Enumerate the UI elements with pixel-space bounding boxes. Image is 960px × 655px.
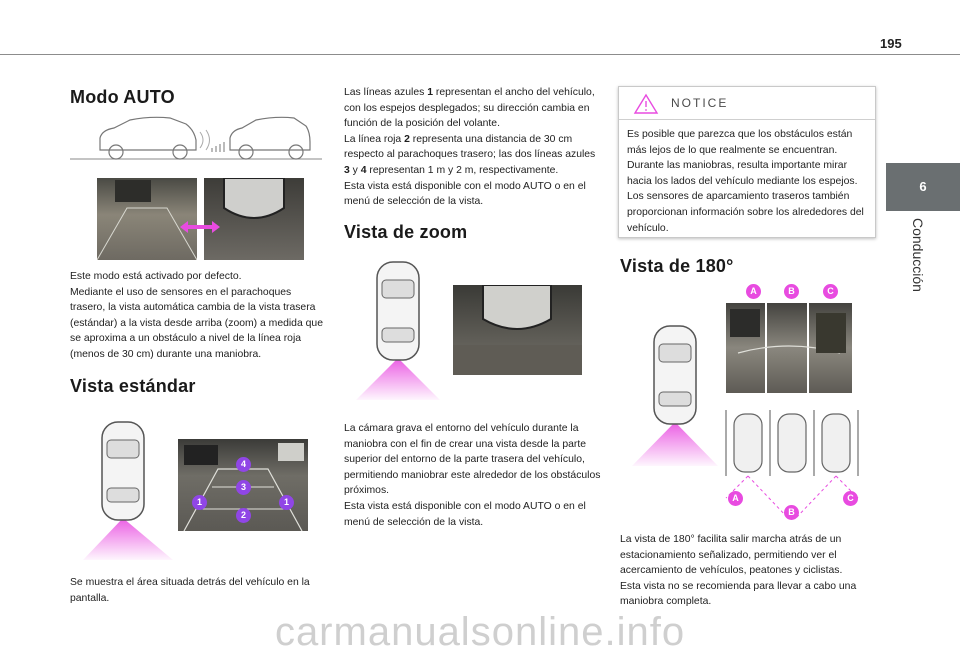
badge-1-left: 1 — [192, 495, 207, 510]
view-180-paragraph — [620, 532, 876, 610]
view-180-photo — [726, 303, 852, 393]
notice-text: Es posible que parezca que los obstáculos están más lejos de lo que realmente se encuentran. Durante las maniobras, resulta importante mirar hacia los lados del vehículo mediante los espejos. Los sensores de aparcamiento traseros también proporcionan información sobre los alrededores del vehículo. — [627, 129, 864, 234]
badge-a-top: A — [746, 284, 761, 299]
lines-paragraph — [344, 85, 602, 210]
badge-c-top: C — [823, 284, 838, 299]
lines-text-3: Esta vista está disponible con el modo AUTO o en el menú de selección de la vista. — [344, 180, 586, 208]
auto-mode-car-illustration — [70, 112, 322, 162]
view-180-text-1: La vista de 180° facilita salir marcha atrás de un estacionamiento señalizado, permitiendo ver el acercamiento de vehículos, peatones y ciclistas. — [620, 534, 843, 577]
switch-arrow-icon — [178, 220, 222, 234]
top-camera-photo — [204, 178, 304, 260]
badge-3: 3 — [236, 480, 251, 495]
rear-camera-photo — [97, 178, 197, 260]
zoom-paragraph — [344, 421, 602, 530]
section-title-zoom: Vista de zoom — [344, 222, 468, 242]
badge-c-bottom: C — [843, 491, 858, 506]
page-number: 195 — [880, 36, 902, 51]
chapter-tab[interactable] — [886, 163, 960, 211]
watermark-text: carmanualsonline.info — [274, 610, 686, 654]
zoom-view-car-diagram — [354, 258, 458, 406]
section-title-standard: Vista estándar — [70, 376, 196, 396]
lines-text-2c: representa una distancia de 30 cm respecto al parachoques trasero; las dos líneas azules — [344, 133, 596, 161]
lines-text-2e: y — [349, 164, 361, 176]
badge-a-bottom: A — [728, 491, 743, 506]
section-title-auto: Modo AUTO — [70, 87, 175, 107]
warning-icon — [633, 93, 659, 115]
chapter-number: 6 — [919, 179, 927, 194]
badge-2: 2 — [236, 508, 251, 523]
chapter-label: Conducción — [910, 218, 926, 292]
lines-ref-2: 2 — [404, 133, 410, 145]
lines-text-2g: representan 1 m y 2 m, respectivamente. — [366, 164, 559, 176]
notice-title: NOTICE — [671, 96, 729, 110]
standard-text-1: Se muestra el área situada detrás del vehículo en la pantalla. — [70, 577, 310, 604]
badge-b-top: B — [784, 284, 799, 299]
zoom-text-1: La cámara grava el entorno del vehículo durante la maniobra con el fin de crear una vista desde la parte superior del entorno de la parte trasera del vehículo, permitiendo maniobrar este alrededor de los obstáculos próximos. — [344, 423, 601, 497]
lines-text-2a: La línea roja — [344, 133, 405, 145]
lines-ref-1: 1 — [427, 87, 433, 98]
zoom-view-photo — [453, 285, 582, 375]
badge-b-bottom: B — [784, 505, 799, 520]
auto-text-2: Mediante el uso de sensores en el parachoques trasero, la vista automática cambia de la vista trasera (estándar) a la vista desde arriba (zoom) a medida que se aproxima a un obstáculo a nivel de la línea roja (menos de 30 cm) durante una maniobra. — [70, 286, 323, 360]
standard-paragraph — [70, 575, 326, 606]
standard-view-car-diagram — [78, 418, 178, 566]
lines-ref-4: 4 — [360, 164, 367, 176]
auto-text-1: Este modo está activado por defecto. — [70, 271, 242, 282]
badge-1-right: 1 — [279, 495, 294, 510]
lines-text-1a: Las líneas azules — [344, 87, 428, 98]
notice-box — [618, 86, 876, 238]
view-180-text-2: Esta vista no se recomienda para llevar a cabo una maniobra completa. — [620, 580, 857, 608]
header-rule — [0, 54, 960, 55]
lines-ref-3: 3 — [344, 164, 350, 176]
auto-paragraph — [70, 269, 326, 363]
zoom-text-2: Esta vista está disponible con el modo AUTO o en el menú de selección de la vista. — [344, 500, 586, 528]
section-title-180: Vista de 180° — [620, 256, 734, 276]
view-180-car-diagram — [630, 320, 726, 470]
lines-text-1c: representan el ancho del vehículo, con los espejos desplegados; su dirección cambia en función de la posición del volante. — [344, 87, 595, 130]
badge-4: 4 — [236, 457, 251, 472]
notice-header — [619, 87, 875, 120]
